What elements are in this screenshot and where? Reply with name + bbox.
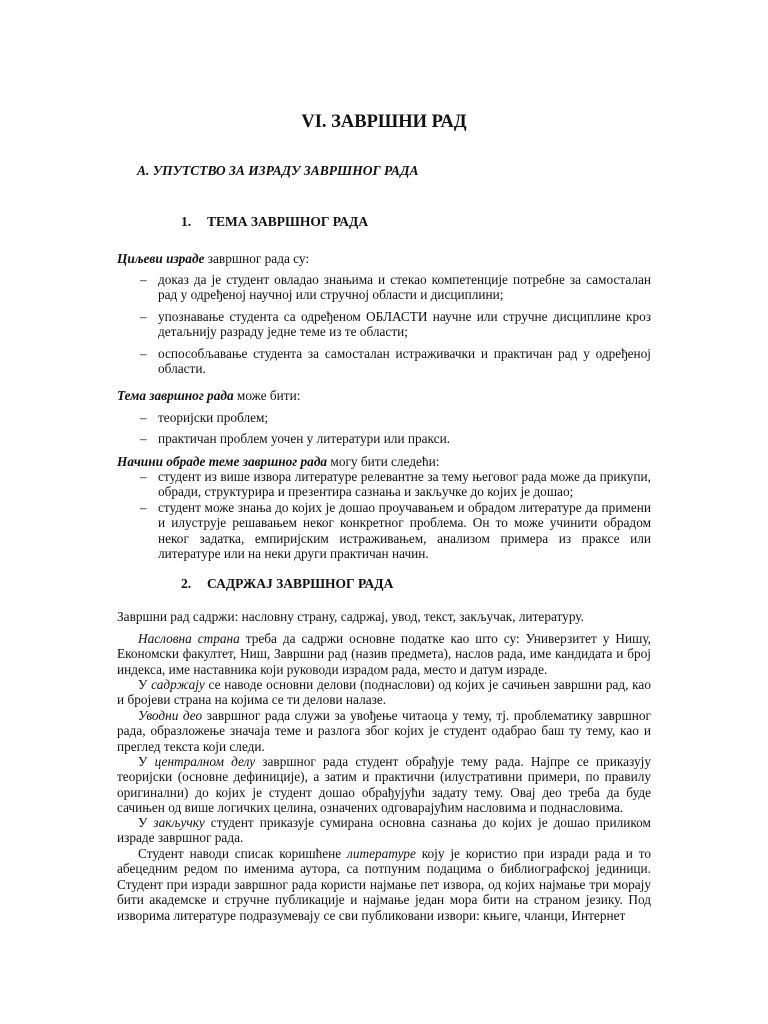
section-1-title: ТЕМА ЗАВРШНОГ РАДА	[207, 214, 369, 229]
conclusion-paragraph	[117, 815, 651, 846]
central-text: завршног рада студент обрађује тему рада. Најпре се приказују теоријски (основне дефиниције), а затим и практични (илустративни примери, по правилу оригинални) до којих је студент дошао обрађујући задату тему. Овај део треба да буде сачињен од више логичких целина, означених одговарајућим насловима и поднасловима.	[117, 754, 651, 816]
list-item: – студент из више извора литературе релевантне за тему његовог рада може да прикупи, обради, структурира и презентира сазнања и закључке до којих је дошао;	[140, 469, 651, 500]
list-item: – студент може знања до којих је дошао проучавањем и обрадом литературе да примени и илуструје решавањем неког конкретног проблема. Он то може учинити обрадом неког задатка, емпиријским истраживањем, анализом примера из праксе или литературе или на неки други практичан начин.	[140, 500, 651, 562]
conclusion-term: закључку	[153, 815, 205, 830]
section-2-heading	[181, 576, 393, 591]
literature-pre: Студент наводи списак коришћене	[138, 846, 348, 861]
intro-paragraph	[117, 708, 651, 754]
section-a-heading: А. УПУТСТВО ЗА ИЗРАДУ ЗАВРШНОГ РАДА	[137, 163, 419, 178]
section-1-number: 1.	[181, 214, 192, 229]
title-page-text: треба да садржи основне податке као што су: Универзитет у Нишу, Економски факултет, Ниш, Завршни рад (назив предмета), наслов рада, име кандидата и број индекса, име наставника који руководи израдом рада, место и датум израде.	[117, 631, 651, 677]
goals-list	[140, 272, 651, 382]
methods-lead-rest: могу бити следећи:	[327, 454, 440, 469]
central-term: централном делу	[154, 754, 256, 769]
conclusion-text: студент приказује сумирана основна сазнања до којих је дошао приликом израде завршног рада.	[117, 815, 651, 846]
toc-paragraph	[117, 677, 651, 708]
central-paragraph	[117, 754, 651, 816]
methods-lead	[117, 454, 651, 469]
toc-text: се наводе основни делови (поднаслови) од којих је сачињен завршни рад, као и бројеви страна на којима се ти делови налазе.	[117, 677, 651, 708]
conclusion-pre: У	[138, 815, 154, 830]
literature-paragraph	[117, 846, 651, 923]
methods-lead-bold: Начини обраде теме завршног рада	[117, 454, 328, 469]
list-item: – доказ да је студент овладао знањима и стекао компетенције потребне за самосталан рад у одређеној научној или стручној области и дисциплини;	[140, 272, 651, 303]
content-intro: Завршни рад садржи: насловну страну, садржај, увод, текст, закључак, литературу.	[117, 609, 584, 624]
section-2-number: 2.	[181, 576, 192, 591]
topic-lead	[117, 388, 651, 403]
intro-text: завршног рада служи за увођење читаоца у тему, тј. проблематику завршног рада, образложење значаја теме и разлога због којих је студент одабрао баш ту тему, као и преглед текста који следи.	[117, 708, 652, 754]
title-page-term: Насловна страна	[138, 631, 240, 646]
section-2-title: САДРЖАЈ ЗАВРШНОГ РАДА	[207, 576, 394, 591]
goals-lead-rest: завршног рада су:	[204, 251, 310, 266]
section-1-heading	[181, 214, 368, 229]
title-page-paragraph	[117, 631, 651, 677]
topic-list	[140, 410, 651, 453]
intro-term: Уводни део	[138, 708, 203, 723]
list-item: – оспособљавање студента за самосталан истраживачки и практичан рад у одређеној области.	[140, 346, 651, 377]
toc-pre: У	[138, 677, 152, 692]
topic-lead-bold: Тема завршног рада	[117, 388, 234, 403]
list-item: – теоријски проблем;	[140, 410, 651, 425]
goals-lead	[117, 251, 651, 266]
literature-text: коју је користио при изради рада и то абецедним редом по именима аутора, са потпуним подацима о библиографској јединици. Студент при изради завршног рада користи најмање пет извора, од којих најмање три морају бити академске и стручне публикације и најмање један мора бити на страном језику. Под изворима литературе подразумевају се сви публиковани извори: књиге, чланци, Интернет	[117, 846, 651, 923]
central-pre: У	[138, 754, 155, 769]
toc-term: садржају	[151, 677, 205, 692]
literature-term: литературе	[347, 846, 416, 861]
list-item: – практичан проблем уочен у литератури или пракси.	[140, 431, 651, 446]
topic-lead-rest: може бити:	[233, 388, 301, 403]
list-item: – упознавање студента са одређеном ОБЛАСТИ научне или стручне дисциплине кроз детаљнију разраду једне теме из те области;	[140, 309, 651, 340]
goals-lead-bold: Циљеви израде	[117, 251, 205, 266]
methods-list	[140, 469, 651, 561]
chapter-title: VI. ЗАВРШНИ РАД	[301, 112, 467, 132]
